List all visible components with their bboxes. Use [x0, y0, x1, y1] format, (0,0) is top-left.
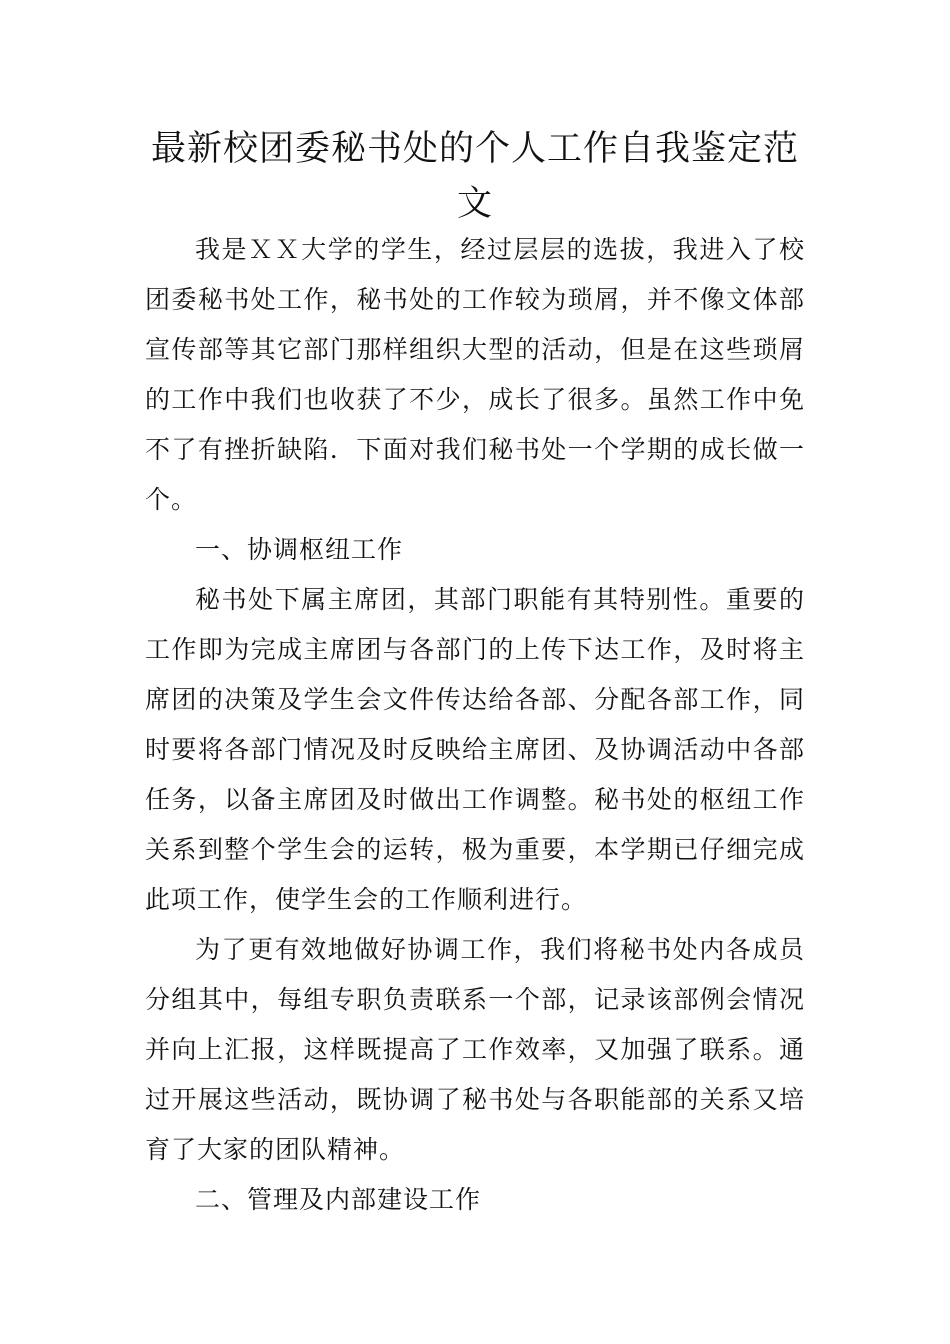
document-body [145, 225, 805, 1225]
paragraph-grouping: 为了更有效地做好协调工作，我们将秘书处内各成员分组其中，每组专职负责联系一个部，记录该部例会情况并向上汇报，这样既提高了工作效率，又加强了联系。通过开展这些活动，既协调了秘书处与各职能部的关系又培育了大家的团队精神。 [145, 935, 805, 1164]
paragraph-coordination: 秘书处下属主席团，其部门职能有其特别性。重要的工作即为完成主席团与各部门的上传下达工作，及时将主席团的决策及学生会文件传达给各部、分配各部工作，同时要将各部门情况及时反映给主席团、及协调活动中各部任务，以备主席团及时做出工作调整。秘书处的枢纽工作关系到整个学生会的运转，极为重要，本学期已仔细完成此项工作，使学生会的工作顺利进行。 [145, 585, 805, 914]
section-heading-2: 二、管理及内部建设工作 [195, 1185, 482, 1214]
paragraph-intro: 我是ＸＸ大学的学生，经过层层的选拔，我进入了校团委秘书处工作，秘书处的工作较为琐屑，并不像文体部宣传部等其它部门那样组织大型的活动，但是在这些琐屑的工作中我们也收获了不少，成长了很多。虽然工作中免不了有挫折缺陷．下面对我们秘书处一个学期的成长做一个。 [145, 235, 805, 514]
section-heading-1: 一、协调枢纽工作 [195, 535, 404, 564]
document-title: 最新校团委秘书处的个人工作自我鉴定范文 [150, 129, 799, 224]
